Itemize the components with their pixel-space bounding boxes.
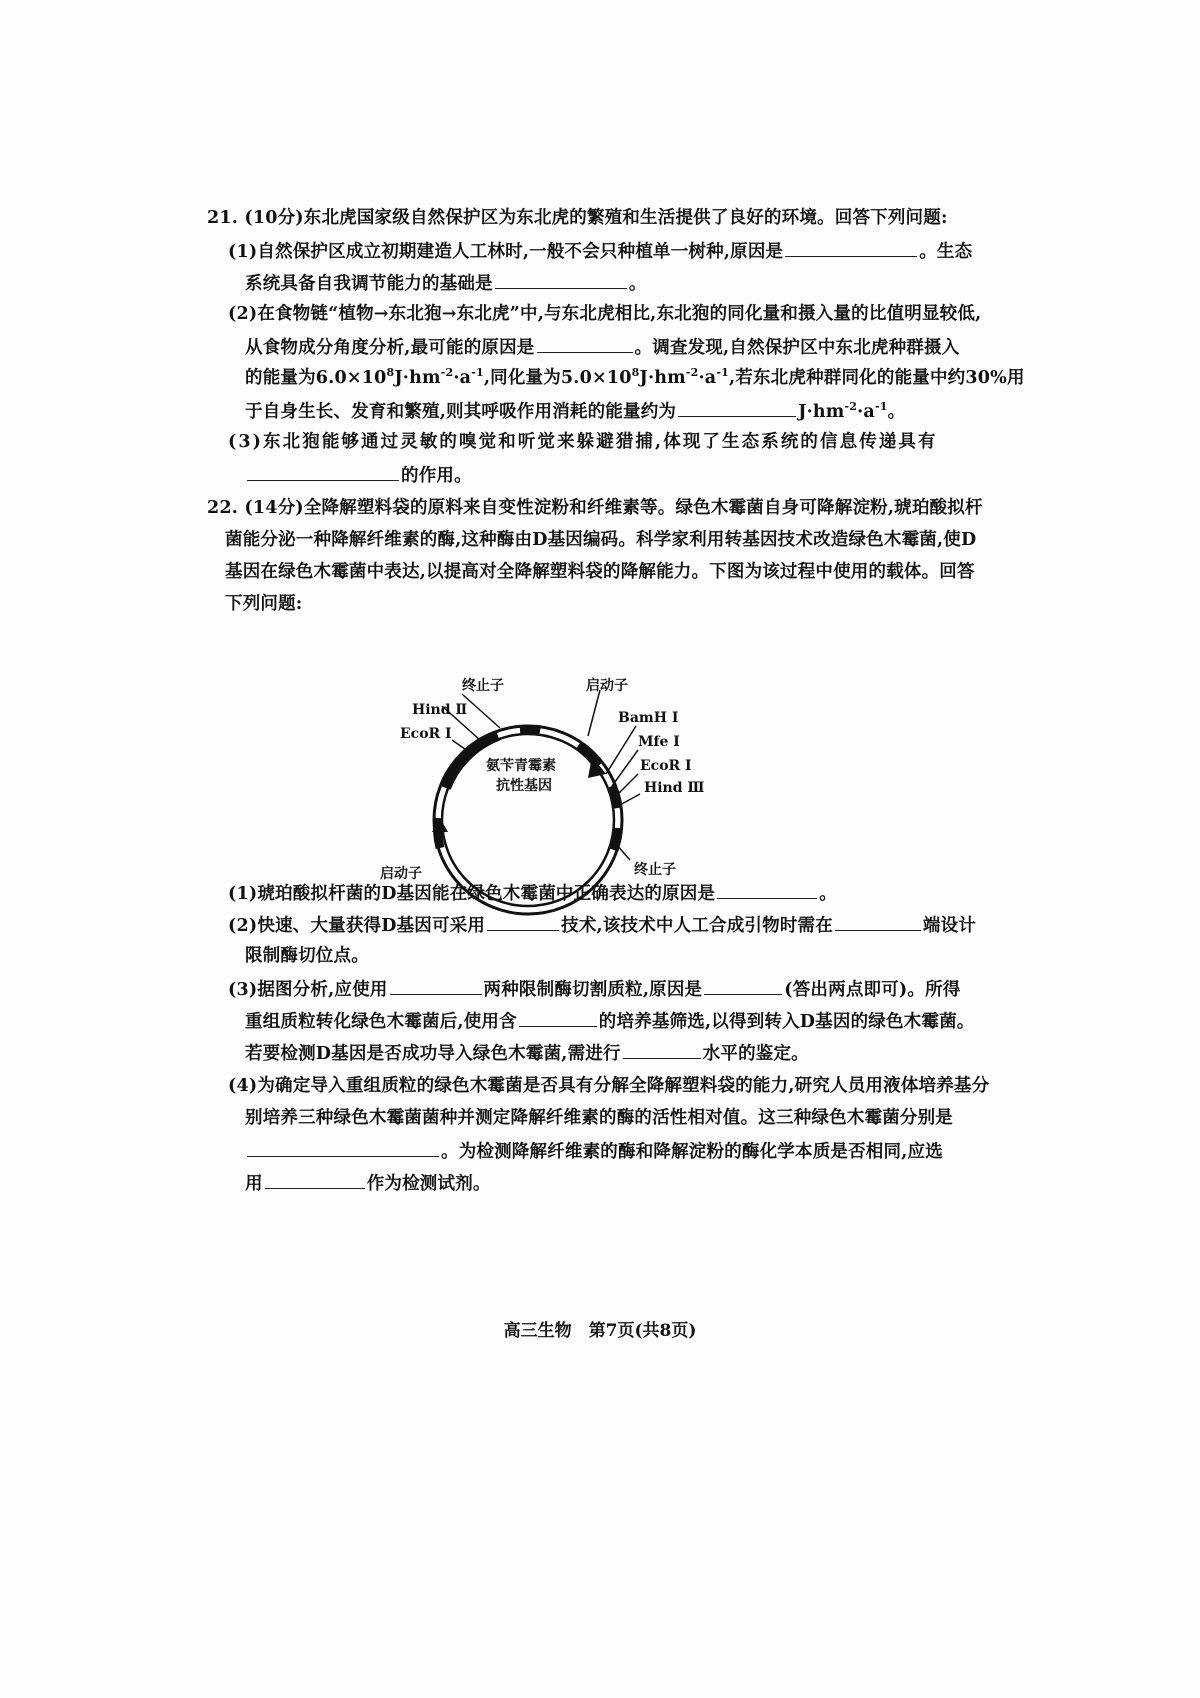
- q22-part2-line2: 限制酶切位点。: [245, 946, 369, 966]
- terminator-top-segment: [520, 730, 540, 731]
- q22-part4-line2: 别培养三种绿色木霉菌菌种并测定降解纤维素的酶的活性相对值。这三种绿色木霉菌分别是: [245, 1108, 953, 1128]
- answer-blank[interactable]: [247, 462, 399, 481]
- leader-line: [616, 774, 638, 796]
- q22-part4-line3: 。为检测降解纤维素的酶和降解淀粉的酶化学本质是否相同,应选: [245, 1138, 943, 1164]
- q22-part2-line1: (2)快速、大量获得D基因可采用 技术,该技术中人工合成引物时需在 端设计: [228, 912, 976, 938]
- answer-blank[interactable]: [247, 1138, 439, 1157]
- answer-blank[interactable]: [495, 270, 627, 289]
- leader-line: [616, 844, 630, 860]
- answer-blank[interactable]: [835, 912, 921, 931]
- q21-part1-line1: (1)自然保护区成立初期建造人工林时,一般不会只种植单一树种,原因是 。生态: [228, 238, 972, 264]
- q22-part3-line3: 若要检测D基因是否成功导入绿色木霉菌,需进行 水平的鉴定。: [245, 1040, 809, 1066]
- q22-part3-line2: 重组质粒转化绿色木霉菌后,使用含 的培养基筛选,以得到转入D基因的绿色木霉菌。: [245, 1008, 974, 1034]
- q21-part2-line2: 从食物成分角度分析,最可能的原因是 。调查发现,自然保护区中东北虎种群摄入: [245, 334, 959, 360]
- q22-heading-line3: 基因在绿色木霉菌中表达,以提高对全降解塑料袋的降解能力。下图为该过程中使用的载体。回答: [225, 562, 975, 582]
- promoter-top-segment: [578, 746, 598, 766]
- q22-heading-line2: 菌能分泌一种降解纤维素的酶,这种酶由D基因编码。科学家利用转基因技术改造绿色木霉菌,使D: [225, 530, 977, 550]
- promoter-left-segment: [438, 818, 440, 848]
- answer-blank[interactable]: [623, 1040, 701, 1059]
- answer-blank[interactable]: [678, 398, 796, 417]
- q22-part4-line4: 用 作为检测试剂。: [245, 1170, 491, 1196]
- leader-line: [612, 750, 638, 786]
- answer-blank[interactable]: [537, 334, 633, 353]
- label-ecor1-right: EcoR I: [640, 758, 692, 774]
- q22-part3-line1: (3)据图分析,应使用 两种限制酶切割质粒,原因是 (答出两点即可)。所得: [228, 976, 961, 1002]
- q21-part2-line3: 的能量为$6.0\times 10^8J\cdot hm^{-2}\cdot a^{-1}$,同化量为$5.0\times 10^8J\cdot hm^{-2}\cdot a^{-1}$,若东北虎种群同化的能量中约30%用: [245, 366, 1025, 388]
- leader-line: [588, 690, 600, 736]
- label-mfe1: Mfe I: [638, 734, 680, 750]
- label-hind3: Hind Ⅲ: [644, 780, 705, 796]
- answer-blank[interactable]: [519, 1008, 597, 1027]
- leader-line: [606, 726, 636, 774]
- q21-part3-line2: 的作用。: [245, 462, 472, 488]
- label-amp-line1: 氨苄青霉素: [486, 758, 556, 774]
- q21-heading: 21. (10分)东北虎国家级自然保护区为东北虎的繁殖和生活提供了良好的环境。回答下列问题:: [207, 208, 948, 228]
- label-hind2: Hind Ⅱ: [412, 702, 468, 718]
- leader-line: [462, 694, 500, 728]
- q22-part4-line1: (4)为确定导入重组质粒的绿色木霉菌是否具有分解全降解塑料袋的能力,研究人员用液体培养基分: [228, 1076, 990, 1096]
- q21-part2-line4: 于自身生长、发育和繁殖,则其呼吸作用消耗的能量约为 $J\cdot hm^{-2}\cdot a^{-1}$。: [245, 398, 905, 424]
- q21-part2-line1: (2)在食物链“植物→东北狍→东北虎”中,与东北虎相比,东北狍的同化量和摄入量的比值明显较低,: [228, 304, 982, 324]
- label-promoter-top: 启动子: [586, 678, 628, 694]
- answer-blank[interactable]: [785, 238, 917, 257]
- answer-blank[interactable]: [704, 976, 782, 995]
- label-ecor1-left: EcoR I: [400, 726, 452, 742]
- q22-heading-line1: 22. (14分)全降解塑料袋的原料来自变性淀粉和纤维素等。绿色木霉菌自身可降解淀粉,琥珀酸拟杆: [207, 498, 983, 518]
- q22-part1: (1)琥珀酸拟杆菌的D基因能在绿色木霉菌中正确表达的原因是 。: [228, 880, 837, 906]
- q22-heading-line4: 下列问题:: [225, 594, 303, 614]
- q21-part3-line1: (3)东北狍能够通过灵敏的嗅觉和听觉来躲避猎捕,体现了生态系统的信息传递具有: [228, 432, 938, 452]
- answer-blank[interactable]: [487, 912, 559, 931]
- answer-blank[interactable]: [265, 1170, 365, 1189]
- label-amp-line2: 抗性基因: [496, 778, 552, 794]
- q21-part1-line2: 系统具备自我调节能力的基础是 。: [245, 270, 647, 296]
- label-bamh1: BamH I: [618, 710, 679, 726]
- label-terminator-top: 终止子: [462, 678, 504, 694]
- label-terminator-right: 终止子: [634, 862, 676, 878]
- label-promoter-left: 启动子: [380, 866, 422, 882]
- page-footer: 高三生物 第7页(共8页): [503, 1321, 697, 1341]
- answer-blank[interactable]: [717, 880, 817, 899]
- answer-blank[interactable]: [390, 976, 482, 995]
